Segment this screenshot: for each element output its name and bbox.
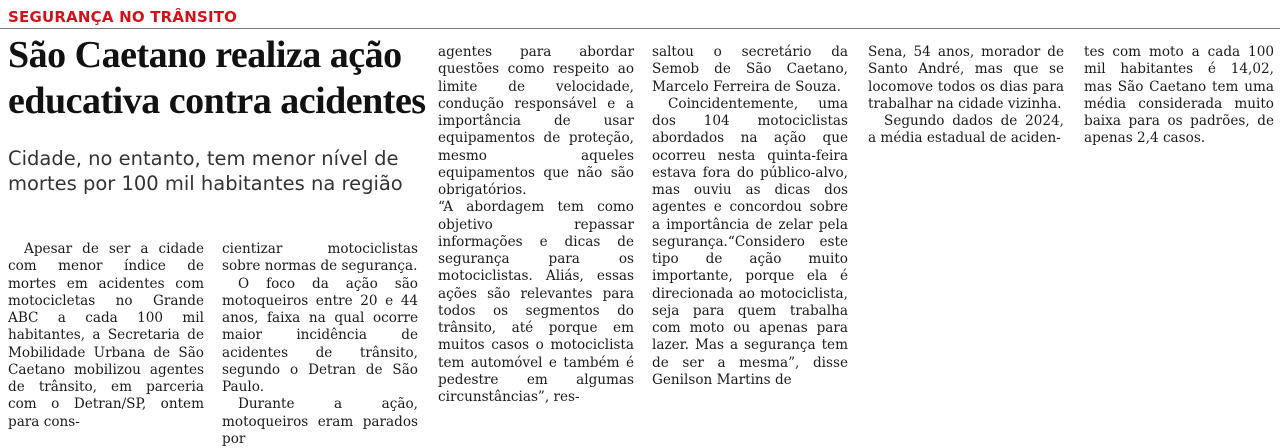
column-paragraph: Coincidentemente, uma dos 104 motociclistas abordados na ação que ocorreu nesta quinta-feira estava fora do público-alvo, mas ouviu as dicas dos agentes e concordou sobre a importância de zelar pela segurança.“Considero este tipo de ação muito importante, porque ela é direcionada ao motociclista, seja para quem trabalha com moto ou apenas para lazer. Mas a segurança tem de ser a mesma”, disse Genilson Martins de bbox=[652, 95, 848, 388]
kicker-divider bbox=[0, 28, 1280, 29]
column-paragraph: O foco da ação são motoqueiros entre 20 e 44 anos, faixa na qual ocorre maior incidência de acidentes de trânsito, segundo o Detran de São Paulo. bbox=[222, 275, 418, 395]
column-paragraph: “A abordagem tem como objetivo repassar informações e dicas de segurança para os motociclistas. Aliás, essas ações são relevantes para todos os segmentos do trânsito, até porque em muitos casos o motociclista tem automóvel e também é pedestre em algumas circunstâncias”, res- bbox=[438, 199, 634, 405]
body-column-1 bbox=[8, 241, 204, 430]
article-headline: São Caetano realiza ação educativa contra acidentes bbox=[8, 34, 426, 122]
body-column-4 bbox=[652, 44, 848, 411]
body-column-3 bbox=[438, 44, 634, 411]
section-kicker: SEGURANÇA NO TRÂNSITO bbox=[8, 8, 238, 26]
column-paragraph: Sena, 54 anos, morador de Santo André, mas que se locomove todos os dias para trabalhar na cidade vizinha. bbox=[868, 44, 1064, 112]
column-paragraph: agentes para abordar questões como respeito ao limite de velocidade, condução responsável e a importância de usar equipamentos de proteção, mesmo aqueles equipamentos que não são obrigatórios. bbox=[438, 44, 634, 198]
column-paragraph: cientizar motociclistas sobre normas de segurança. bbox=[222, 241, 418, 275]
column-paragraph: Segundo dados de 2024, a média estadual de aciden- bbox=[868, 113, 1064, 147]
body-column-6 bbox=[1084, 44, 1274, 411]
column-paragraph: Durante a ação, motoqueiros eram parados por bbox=[222, 396, 418, 447]
column-paragraph: tes com moto a cada 100 mil habitantes é 14,02, mas São Caetano tem uma média considerada muito baixa para os padrões, de apenas 2,4 casos. bbox=[1084, 44, 1274, 147]
column-paragraph: saltou o secretário da Semob de São Caetano, Marcelo Ferreira de Souza. bbox=[652, 44, 848, 95]
body-column-2 bbox=[222, 241, 418, 447]
body-column-5 bbox=[868, 44, 1064, 411]
article-subtitle: Cidade, no entanto, tem menor nível de mortes por 100 mil habitantes na região bbox=[8, 147, 403, 195]
column-paragraph: Apesar de ser a cidade com menor índice de mortes em acidentes com motocicletas no Grande ABC a cada 100 mil habitantes, a Secretaria de Mobilidade Urbana de São Caetano mobilizou agentes de trânsito, em parceria com o Detran/SP, ontem para cons- bbox=[8, 241, 204, 430]
